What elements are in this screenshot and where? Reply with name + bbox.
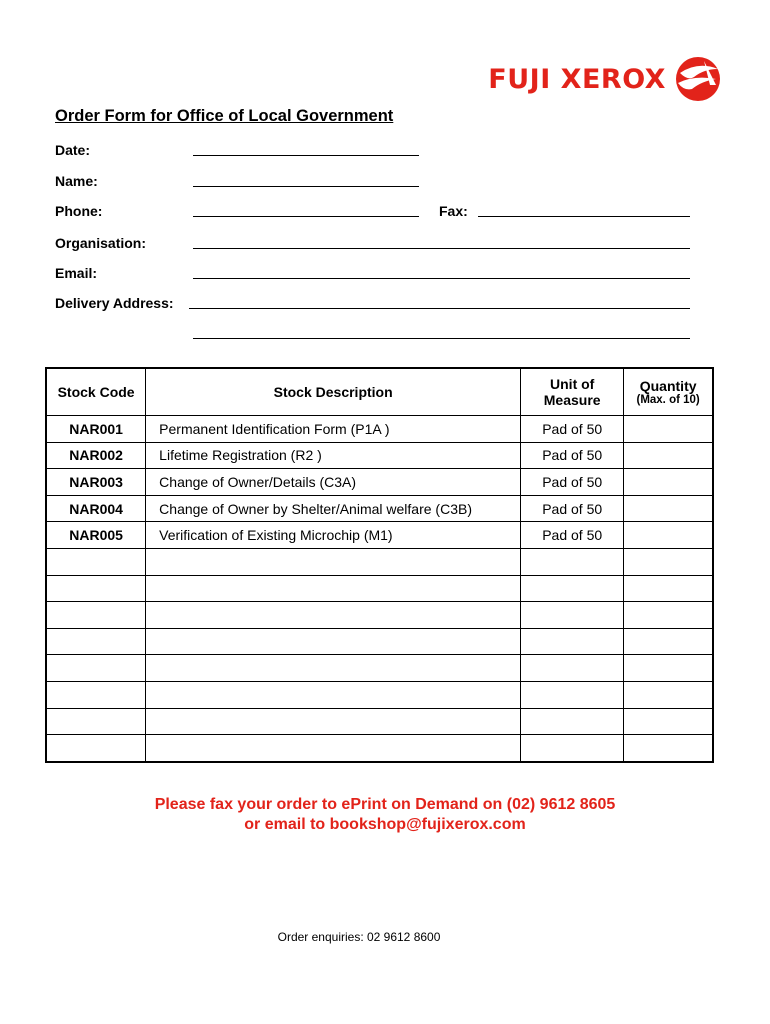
- quantity-cell[interactable]: [624, 575, 713, 602]
- fax-field[interactable]: [478, 216, 690, 217]
- stock-code-cell: [46, 655, 146, 682]
- unit-of-measure-cell: [521, 602, 624, 629]
- stock-description-cell: [146, 655, 521, 682]
- stock-description-cell: Change of Owner/Details (C3A): [146, 469, 521, 496]
- stock-code-cell: [46, 735, 146, 762]
- table-row: [46, 628, 713, 655]
- stock-code-cell: [46, 708, 146, 735]
- organisation-label: Organisation:: [55, 235, 147, 251]
- stock-description-cell: [146, 548, 521, 575]
- logo-wordmark: FUJI XEROX: [488, 63, 666, 95]
- stock-code-cell: NAR002: [46, 442, 146, 469]
- quantity-cell[interactable]: [624, 495, 713, 522]
- delivery-address-label: Delivery Address:: [55, 295, 174, 311]
- unit-of-measure-cell: Pad of 50: [521, 469, 624, 496]
- stock-code-cell: NAR005: [46, 522, 146, 549]
- table-header-row: [46, 368, 713, 416]
- table-row: [46, 416, 713, 443]
- cta-line1: Please fax your order to ePrint on Demand on (02) 9612 8605: [154, 796, 616, 813]
- phone-label: Phone:: [55, 203, 103, 219]
- table-row: [46, 602, 713, 629]
- stock-code-cell: [46, 681, 146, 708]
- header-quantity: [624, 368, 713, 416]
- stock-code-cell: NAR004: [46, 495, 146, 522]
- header-stock-description: Stock Description: [146, 368, 521, 416]
- stock-description-cell: [146, 681, 521, 708]
- stock-code-cell: [46, 602, 146, 629]
- quantity-cell[interactable]: [624, 681, 713, 708]
- email-label: Email:: [55, 265, 98, 281]
- table-row: [46, 708, 713, 735]
- header-qty-label: Quantity: [639, 378, 697, 394]
- stock-description-cell: [146, 628, 521, 655]
- fax-email-instructions: [0, 795, 770, 835]
- form-title: Order Form for Office of Local Government: [55, 107, 394, 125]
- fax-label: Fax:: [439, 203, 468, 219]
- table-row: [46, 575, 713, 602]
- stock-description-cell: [146, 575, 521, 602]
- quantity-cell[interactable]: [624, 548, 713, 575]
- organisation-field[interactable]: [193, 248, 690, 249]
- xerox-sphere-icon: [674, 55, 722, 103]
- quantity-cell[interactable]: [624, 416, 713, 443]
- unit-of-measure-cell: Pad of 50: [521, 416, 624, 443]
- unit-of-measure-cell: [521, 735, 624, 762]
- unit-of-measure-cell: Pad of 50: [521, 522, 624, 549]
- quantity-cell[interactable]: [624, 469, 713, 496]
- header-unit-line2: Measure: [543, 392, 601, 408]
- unit-of-measure-cell: [521, 575, 624, 602]
- name-field[interactable]: [193, 186, 419, 187]
- stock-description-cell: Change of Owner by Shelter/Animal welfare (C3B): [146, 495, 521, 522]
- header-unit-line1: Unit of: [550, 376, 595, 392]
- unit-of-measure-cell: [521, 708, 624, 735]
- unit-of-measure-cell: [521, 548, 624, 575]
- stock-description-cell: [146, 602, 521, 629]
- stock-code-cell: [46, 575, 146, 602]
- table-row: [46, 469, 713, 496]
- stock-description-cell: [146, 708, 521, 735]
- stock-order-table: [45, 367, 714, 763]
- delivery-address-field-line2[interactable]: [193, 338, 690, 339]
- unit-of-measure-cell: [521, 655, 624, 682]
- table-row: [46, 681, 713, 708]
- stock-description-cell: [146, 735, 521, 762]
- quantity-cell[interactable]: [624, 628, 713, 655]
- stock-description-cell: Lifetime Registration (R2 ): [146, 442, 521, 469]
- date-field[interactable]: [193, 155, 419, 156]
- header-qty-max: (Max. of 10): [636, 394, 700, 406]
- phone-field[interactable]: [193, 216, 419, 217]
- quantity-cell[interactable]: [624, 522, 713, 549]
- header-unit-of-measure: [521, 368, 624, 416]
- stock-code-cell: [46, 628, 146, 655]
- table-row: [46, 735, 713, 762]
- email-field[interactable]: [193, 278, 690, 279]
- cta-line2: or email to bookshop@fujixerox.com: [244, 816, 526, 833]
- table-row: [46, 442, 713, 469]
- table-row: [46, 548, 713, 575]
- quantity-cell[interactable]: [624, 655, 713, 682]
- stock-description-cell: Permanent Identification Form (P1A ): [146, 416, 521, 443]
- stock-code-cell: NAR003: [46, 469, 146, 496]
- order-enquiries: Order enquiries: 02 9612 8600: [277, 930, 441, 944]
- quantity-cell[interactable]: [624, 735, 713, 762]
- table-row: [46, 522, 713, 549]
- header-stock-code: Stock Code: [46, 368, 146, 416]
- table-row: [46, 495, 713, 522]
- delivery-address-field-line1[interactable]: [189, 308, 690, 309]
- stock-description-cell: Verification of Existing Microchip (M1): [146, 522, 521, 549]
- fuji-xerox-logo: [488, 55, 722, 103]
- unit-of-measure-cell: Pad of 50: [521, 442, 624, 469]
- unit-of-measure-cell: [521, 681, 624, 708]
- stock-code-cell: NAR001: [46, 416, 146, 443]
- quantity-cell[interactable]: [624, 602, 713, 629]
- unit-of-measure-cell: [521, 628, 624, 655]
- quantity-cell[interactable]: [624, 708, 713, 735]
- date-label: Date:: [55, 142, 91, 158]
- quantity-cell[interactable]: [624, 442, 713, 469]
- unit-of-measure-cell: Pad of 50: [521, 495, 624, 522]
- name-label: Name:: [55, 173, 98, 189]
- stock-code-cell: [46, 548, 146, 575]
- table-row: [46, 655, 713, 682]
